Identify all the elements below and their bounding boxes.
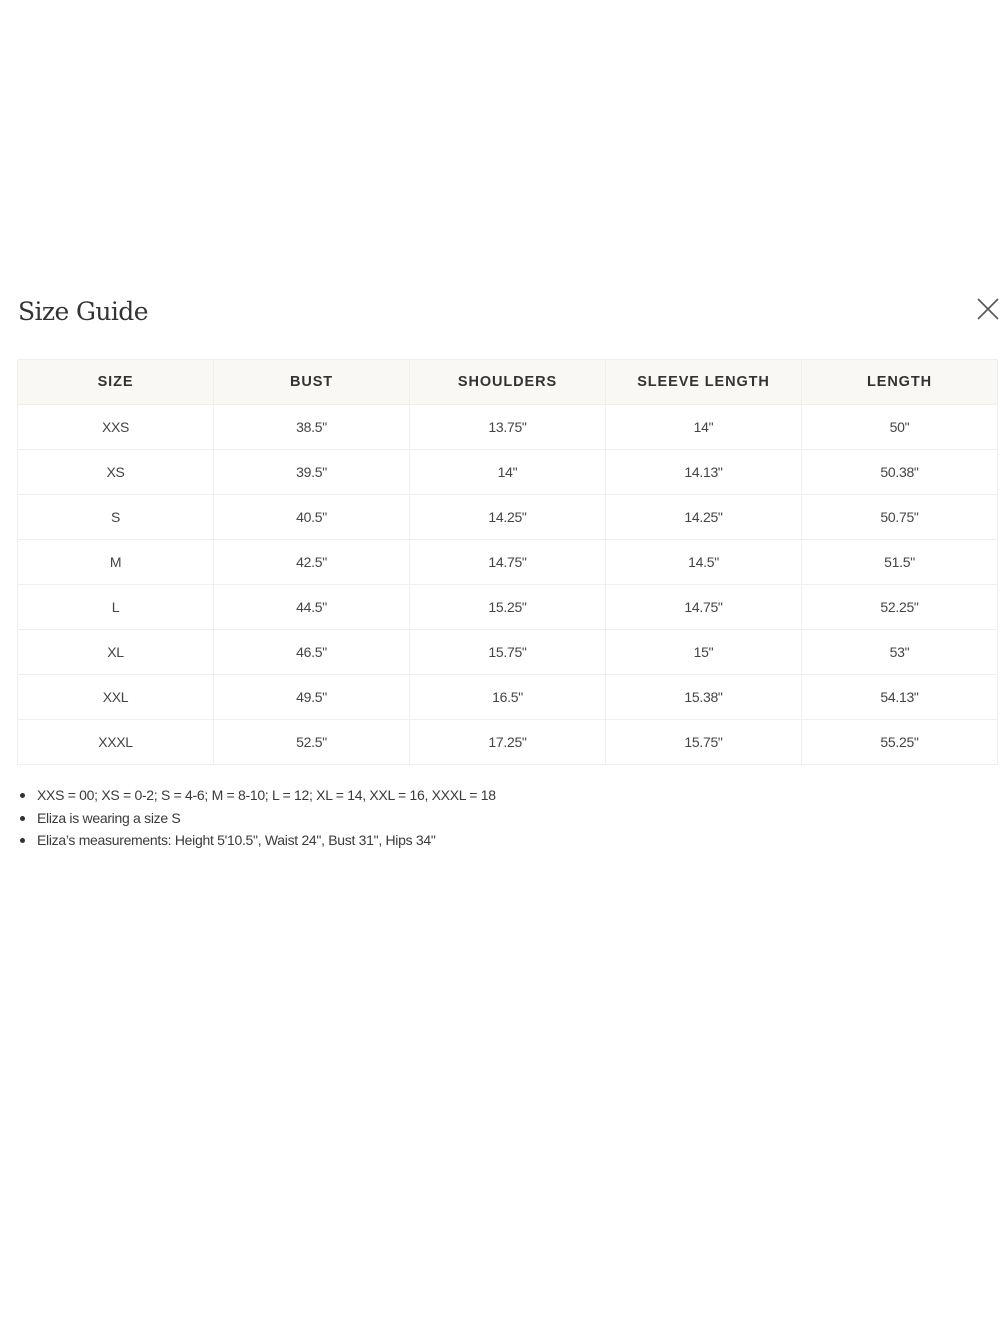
cell-bust: 49.5" [214, 675, 410, 720]
cell-length: 51.5" [802, 540, 998, 585]
note-model-measurements: Eliza’s measurements: Height 5'10.5", Waist 24", Bust 31", Hips 34" [20, 829, 496, 852]
cell-bust: 46.5" [214, 630, 410, 675]
cell-length: 50" [802, 405, 998, 450]
table-row [18, 450, 998, 495]
cell-bust: 40.5" [214, 495, 410, 540]
size-notes-list [20, 784, 496, 852]
cell-length: 55.25" [802, 720, 998, 765]
header-size: SIZE [18, 360, 214, 405]
cell-shoulders: 15.25" [410, 585, 606, 630]
cell-size: M [18, 540, 214, 585]
cell-shoulders: 14" [410, 450, 606, 495]
cell-shoulders: 14.75" [410, 540, 606, 585]
cell-sleeve-length: 15" [606, 630, 802, 675]
cell-length: 54.13" [802, 675, 998, 720]
cell-shoulders: 17.25" [410, 720, 606, 765]
cell-shoulders: 13.75" [410, 405, 606, 450]
modal-header [0, 282, 1000, 344]
header-shoulders: SHOULDERS [410, 360, 606, 405]
cell-sleeve-length: 15.38" [606, 675, 802, 720]
table-row [18, 720, 998, 765]
cell-size: S [18, 495, 214, 540]
table-row [18, 405, 998, 450]
cell-bust: 44.5" [214, 585, 410, 630]
table-row [18, 675, 998, 720]
cell-size: XS [18, 450, 214, 495]
cell-sleeve-length: 15.75" [606, 720, 802, 765]
cell-sleeve-length: 14" [606, 405, 802, 450]
header-bust: BUST [214, 360, 410, 405]
table-row [18, 540, 998, 585]
table-row [18, 585, 998, 630]
cell-size: XXL [18, 675, 214, 720]
cell-sleeve-length: 14.13" [606, 450, 802, 495]
size-guide-modal [0, 282, 1000, 848]
cell-shoulders: 16.5" [410, 675, 606, 720]
table-header-row [18, 360, 998, 405]
cell-length: 52.25" [802, 585, 998, 630]
modal-title: Size Guide [18, 297, 148, 326]
cell-shoulders: 15.75" [410, 630, 606, 675]
cell-length: 53" [802, 630, 998, 675]
cell-bust: 38.5" [214, 405, 410, 450]
cell-size: XXXL [18, 720, 214, 765]
cell-size: XXS [18, 405, 214, 450]
cell-length: 50.75" [802, 495, 998, 540]
header-length: LENGTH [802, 360, 998, 405]
cell-bust: 39.5" [214, 450, 410, 495]
cell-sleeve-length: 14.5" [606, 540, 802, 585]
table-row [18, 630, 998, 675]
header-sleeve-length: SLEEVE LENGTH [606, 360, 802, 405]
cell-length: 50.38" [802, 450, 998, 495]
close-button[interactable] [973, 294, 1000, 324]
cell-bust: 52.5" [214, 720, 410, 765]
cell-bust: 42.5" [214, 540, 410, 585]
cell-sleeve-length: 14.75" [606, 585, 802, 630]
note-size-conversion: XXS = 00; XS = 0-2; S = 4-6; M = 8-10; L = 12; XL = 14, XXL = 16, XXXL = 18 [20, 784, 496, 807]
close-icon [973, 294, 1000, 324]
cell-shoulders: 14.25" [410, 495, 606, 540]
note-model-size: Eliza is wearing a size S [20, 807, 496, 830]
table-row [18, 495, 998, 540]
cell-sleeve-length: 14.25" [606, 495, 802, 540]
cell-size: L [18, 585, 214, 630]
size-chart-table [17, 359, 998, 765]
cell-size: XL [18, 630, 214, 675]
